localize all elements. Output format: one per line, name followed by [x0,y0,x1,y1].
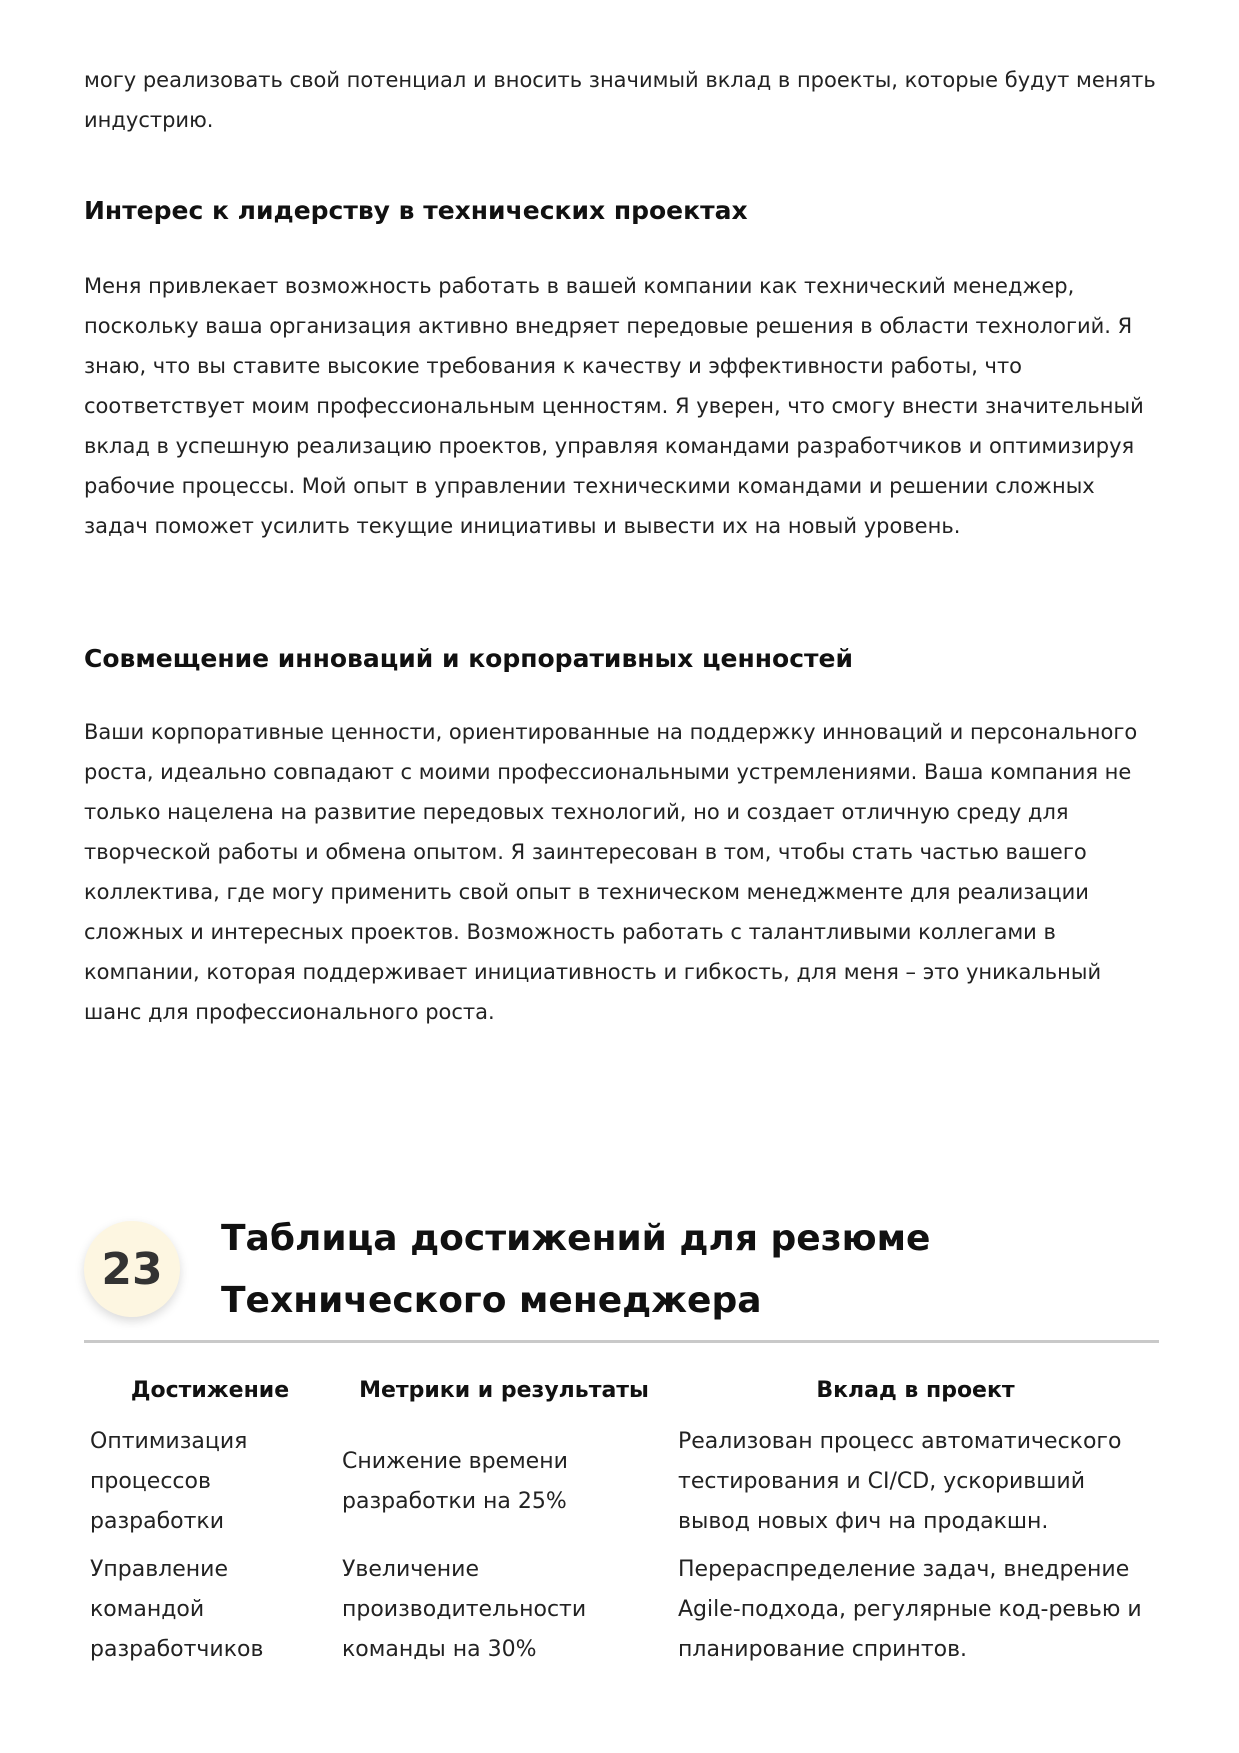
intro-paragraph: могу реализовать свой потенциал и вносить значимый вклад в проекты, которые будут менять индустрию. [84,68,1156,132]
section-heading-values: Совмещение инноваций и корпоративных ценностей [84,644,853,673]
table-row [84,1546,1159,1674]
column-header-metrics: Метрики и результаты [359,1378,649,1403]
contribution-cell: Перераспределение задач, внедрение Agile-подхода, регулярные код-ревью и планирование спринтов. [678,1557,1142,1662]
column-header-contribution: Вклад в проект [816,1378,1015,1403]
achievements-section-header [84,1208,1159,1343]
achievement-cell: Управление командой разработчиков [90,1557,264,1662]
section-number-badge: 23 [84,1221,180,1317]
contribution-cell: Реализован процесс автоматического тестирования и CI/CD, ускоривший вывод новых фич на продакшн. [678,1429,1122,1534]
achievement-cell: Оптимизация процессов разработки [90,1429,248,1534]
achievements-section-title: Таблица достижений для резюме Технического менеджера [221,1218,931,1321]
column-header-achievement: Достижение [130,1378,290,1403]
achievements-table [84,1378,1159,1674]
metrics-cell: Снижение времени разработки на 25% [342,1449,568,1514]
section-body-values: Ваши корпоративные ценности, ориентированные на поддержку инноваций и персонального роста, идеально совпадают с моими профессиональными устремлениями. Ваша компания не только нацелена на развитие передовых технологий, но и создает отличную среду для творческой работы и обмена опытом. Я заинтересован в том, чтобы стать частью вашего коллектива, где могу применить свой опыт в техническом менеджменте для реализации сложных и интересных проектов. Возможность работать с талантливыми коллегами в компании, которая поддерживает инициативность и гибкость, для меня – это уникальный шанс для профессионального роста. [84,720,1138,1024]
section-heading-leadership: Интерес к лидерству в технических проектах [84,196,748,225]
table-row [84,1418,1159,1546]
metrics-cell: Увеличение производительности команды на 30% [342,1557,587,1662]
table-header-row [84,1378,1159,1418]
section-body-leadership: Меня привлекает возможность работать в вашей компании как технический менеджер, поскольку ваша организация активно внедряет передовые решения в области технологий. Я знаю, что вы ставите высокие требования к качеству и эффективности работы, что соответствует моим профессиональным ценностям. Я уверен, что смогу внести значительный вклад в успешную реализацию проектов, управляя командами разработчиков и оптимизируя рабочие процессы. Мой опыт в управлении техническими командами и решении сложных задач поможет усилить текущие инициативы и вывести их на новый уровень. [84,274,1144,538]
